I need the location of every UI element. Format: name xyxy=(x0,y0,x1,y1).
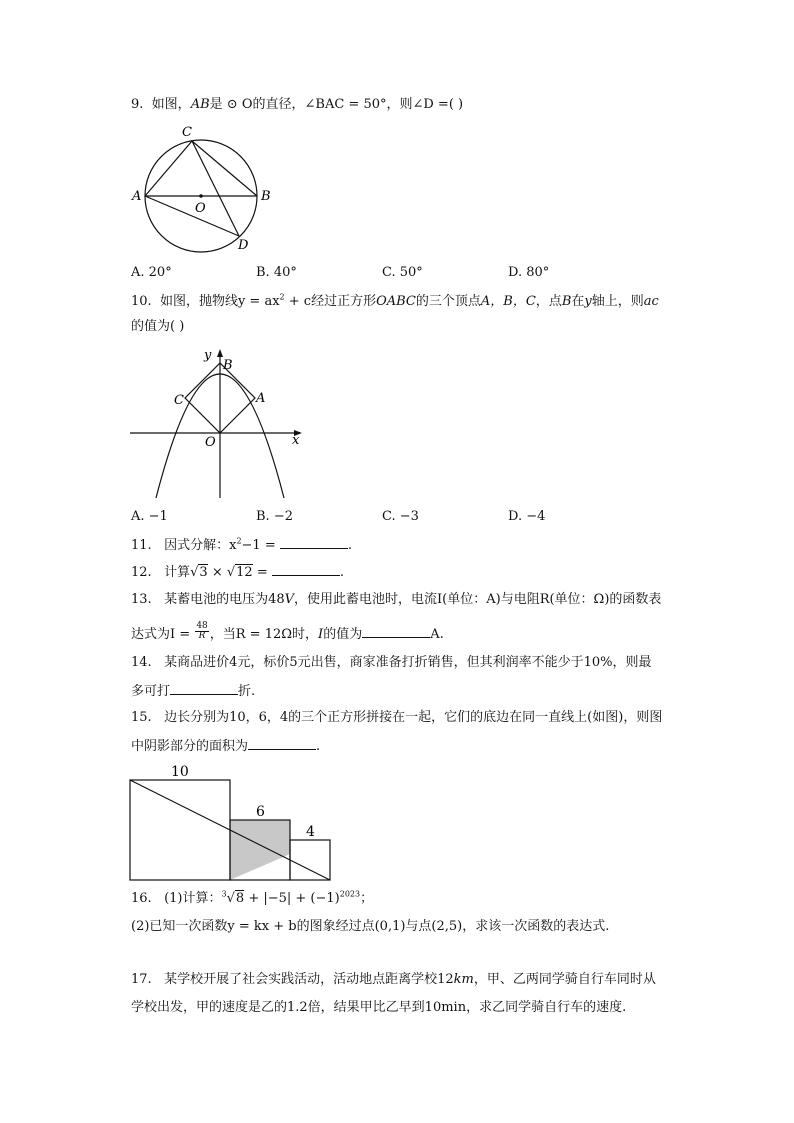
label-d: D xyxy=(238,238,249,253)
q13-stem-line2: 达式为I = $\frac{48}{R}$ ，当R = 12Ω时，I的值为 A. xyxy=(131,621,444,642)
q10-stem: 10. 如图，抛物线$y = ax^2 + c$经过正方形OABC的三个顶点A，B，C，点B在y轴上，则ac xyxy=(131,292,659,309)
label-a: A xyxy=(132,189,142,204)
q10-number: 10. xyxy=(131,294,152,309)
q10-stem-line2: 的值为( ) xyxy=(131,319,185,334)
square-4 xyxy=(290,840,330,880)
q9-number: 9. xyxy=(131,97,144,112)
q9-option-c[interactable]: C. 50° xyxy=(382,265,423,280)
fraction-48-over-r: $\frac{48}{R}$ xyxy=(196,621,208,641)
answer-blank[interactable] xyxy=(280,535,348,549)
q9-circle-figure xyxy=(128,122,278,257)
q10-option-d[interactable]: D. −4 xyxy=(508,509,546,524)
answer-blank[interactable] xyxy=(170,681,238,695)
q9-option-b[interactable]: B. 40° xyxy=(256,265,297,280)
q10-option-a[interactable]: A. −1 xyxy=(131,509,168,524)
q16-stem: 16. (1)计算：$^3√8 + |-5| + (-1)^{2023}$； xyxy=(131,889,374,906)
q12-stem: 12. 计算√3 × √12 = . xyxy=(131,562,344,582)
label-y: y xyxy=(204,348,212,363)
answer-blank[interactable] xyxy=(248,736,316,750)
label-o: O xyxy=(195,201,206,216)
label-a: A xyxy=(256,391,266,406)
q9-option-a[interactable]: A. 20° xyxy=(131,265,172,280)
answer-blank[interactable] xyxy=(362,624,430,638)
q9-stem: 9. 如图，AB是 ⊙ O的直径，∠BAC = 50°，则∠D =( ) xyxy=(131,97,464,112)
label-x: x xyxy=(292,433,300,448)
q17-stem-line2: 学校出发，甲的速度是乙的1.2倍，结果甲比乙早到10min，求乙同学骑自行车的速度. xyxy=(131,1000,627,1015)
chord-cd xyxy=(192,141,239,236)
circle-symbol-icon: ⊙ xyxy=(226,97,238,112)
q17-number: 17. xyxy=(131,972,152,987)
chord-cb xyxy=(192,141,257,196)
answer-blank[interactable] xyxy=(272,562,340,576)
y-axis-arrow-icon xyxy=(217,349,223,357)
q14-stem-line2: 多可打 折. xyxy=(131,681,255,701)
label-b: B xyxy=(261,189,271,204)
q10-option-b[interactable]: B. −2 xyxy=(256,509,293,524)
label-o: O xyxy=(205,435,216,450)
q16-part2: (2)已知一次函数y = kx + b的图象经过点(0,1)与点(2,5)，求该一次函数的表达式. xyxy=(131,919,610,934)
chord-ad xyxy=(145,196,239,236)
q13-stem: 13. 某蓄电池的电压为48V，使用此蓄电池时，电流I(单位：A)与电阻R(单位：Ω)的函数表 xyxy=(131,592,662,607)
label-c: C xyxy=(174,393,184,408)
q12-number: 12. xyxy=(131,565,152,580)
square-10 xyxy=(130,780,230,880)
label-c: C xyxy=(182,125,192,140)
q15-number: 15. xyxy=(131,710,152,725)
q13-number: 13. xyxy=(131,592,152,607)
label-b: B xyxy=(223,358,233,373)
q15-squares-figure xyxy=(128,762,338,882)
q17-stem: 17. 某学校开展了社会实践活动，活动地点距离学校12km，甲、乙两同学骑自行车同时从 xyxy=(131,972,656,987)
q15-stem: 15. 边长分别为10，6，4的三个正方形拼接在一起，它们的底边在同一直线上(如图)，则图 xyxy=(131,710,663,725)
q10-parabola-figure xyxy=(128,342,308,502)
label-4: 4 xyxy=(306,824,315,840)
q11-number: 11. xyxy=(131,538,152,553)
label-10: 10 xyxy=(171,764,189,780)
q14-number: 14. xyxy=(131,655,152,670)
q11-stem: 11. 因式分解：$x^2-1$ = . xyxy=(131,536,353,553)
q14-stem: 14. 某商品进价4元，标价5元出售，商家准备打折销售，但其利润率不能少于10%，则最 xyxy=(131,655,652,670)
label-6: 6 xyxy=(256,804,265,820)
q9-option-d[interactable]: D. 80° xyxy=(508,265,550,280)
q10-option-c[interactable]: C. −3 xyxy=(382,509,419,524)
q15-stem-line2: 中阴影部分的面积为 . xyxy=(131,736,320,756)
q16-number: 16. xyxy=(131,891,152,906)
center-point xyxy=(199,194,203,198)
shaded-region xyxy=(230,820,290,880)
